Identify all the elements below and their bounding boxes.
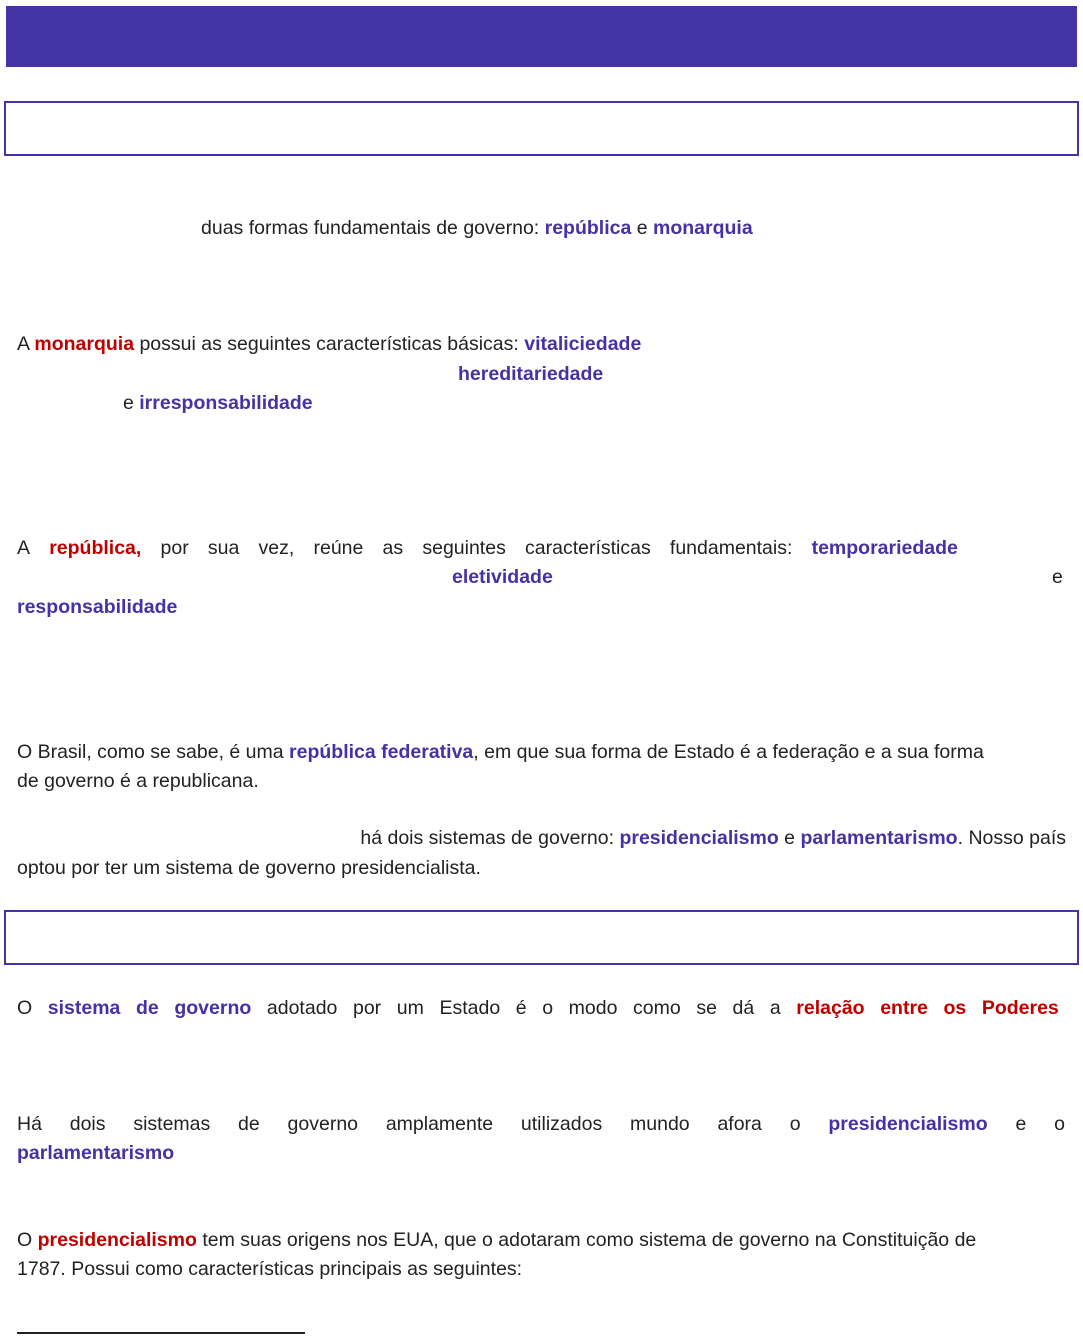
text-run: vitaliciedade [524,333,642,355]
text-run: sua [207,537,240,559]
text-run: dois [69,1113,106,1135]
text-run: um [396,997,424,1019]
text-run: e [631,217,654,239]
text-run: possui as seguintes características básicas: [134,333,525,355]
paragraph-presidentialism-line-2 [17,1256,1065,1282]
paragraph-two-systems-line-1 [17,1111,1065,1137]
paragraph-system-definition [17,995,1059,1021]
text-run: duas formas fundamentais de governo: [201,217,545,239]
text-run: , em que sua forma de Estado é a federação e a sua forma [473,741,984,763]
paragraph-brazil-line-1 [17,739,1065,765]
text-run: e [778,827,801,849]
text-run: presidencialismo [37,1229,197,1251]
text-run: afora [717,1113,762,1135]
text-run: o [789,1113,801,1135]
text-run: responsabilidade [17,596,178,618]
text-run: sistema [47,997,121,1019]
footnote-separator [17,1332,305,1334]
text-run: como [633,997,681,1019]
text-run: seguintes [422,537,506,559]
text-run: fundamentais: [669,537,793,559]
text-run: Estado [439,997,501,1019]
paragraph-republic-line-2-end [1052,564,1072,590]
text-run: entre [880,997,928,1019]
text-run: há dois sistemas de governo: [360,827,620,849]
text-run: irresponsabilidade [139,392,313,414]
text-run: dá [732,997,755,1019]
text-run: hereditariedade [458,363,604,385]
text-run: é [515,997,527,1019]
text-run: modo [568,997,618,1019]
text-run: o [542,997,554,1019]
text-run: O Brasil, como se sabe, é uma [17,741,290,763]
text-run: 1787. Possui como características principais as seguintes: [17,1258,523,1280]
text-run: optou por ter um sistema de governo presidencialista. [17,857,481,879]
text-run: relação [796,997,865,1019]
header-banner [6,6,1077,67]
text-run: por [352,997,382,1019]
paragraph-two-systems-line-2 [17,1140,1065,1166]
paragraph-forms-of-government [201,215,1083,241]
text-run: Poderes [981,997,1059,1019]
text-run: vez, [258,537,295,559]
text-run: os [943,997,967,1019]
paragraph-systems-line-1 [306,825,1066,851]
text-run: O [17,997,33,1019]
text-run: as [382,537,404,559]
paragraph-monarchy-line-3 [123,390,523,416]
text-run: O [17,1229,38,1251]
text-run: mundo [630,1113,690,1135]
text-run: utilizados [520,1113,603,1135]
text-run: governo [287,1113,359,1135]
text-run: a [769,997,781,1019]
section-title-box-1 [4,101,1079,156]
text-run: e [1052,566,1063,588]
text-run: tem suas origens nos EUA, que o adotaram como sistema de governo na Constituição de [196,1229,977,1251]
section-title-box-2 [4,910,1079,965]
text-run: sistemas [133,1113,211,1135]
paragraph-brazil-line-2 [17,768,1065,794]
text-run: presidencialismo [619,827,779,849]
text-run: de [136,997,159,1019]
text-run: . Nosso país [957,827,1066,849]
text-run: eletividade [452,566,553,588]
text-run: por [160,537,189,559]
text-run: e [1015,1113,1027,1135]
text-run: de governo é a republicana. [17,770,259,792]
text-run: parlamentarismo [17,1142,175,1164]
text-run: monarquia [653,217,753,239]
paragraph-monarchy-line-1 [17,331,1065,357]
text-run: presidencialismo [828,1113,988,1135]
paragraph-presidentialism-line-1 [17,1227,1065,1253]
text-run: parlamentarismo [800,827,958,849]
paragraph-republic-line-3 [17,594,1065,620]
text-run: república [544,217,632,239]
text-run: características [525,537,651,559]
text-run: o [1054,1113,1065,1135]
text-run: república federativa [289,741,474,763]
text-run: se [696,997,717,1019]
text-run: Há [17,1113,42,1135]
paragraph-republic-line-2 [452,564,752,590]
text-run: adotado [266,997,338,1019]
paragraph-monarchy-line-2 [458,361,758,387]
text-run: A [17,333,35,355]
text-run: república, [49,537,142,559]
text-run: A [17,537,31,559]
text-run: de [238,1113,260,1135]
text-run: e [123,392,140,414]
text-run: amplamente [385,1113,494,1135]
paragraph-republic-line-1 [17,535,958,561]
text-run: temporariedade [811,537,958,559]
text-run: reúne [313,537,364,559]
paragraph-systems-line-2 [17,855,1065,881]
text-run: governo [174,997,252,1019]
text-run: monarquia [34,333,135,355]
